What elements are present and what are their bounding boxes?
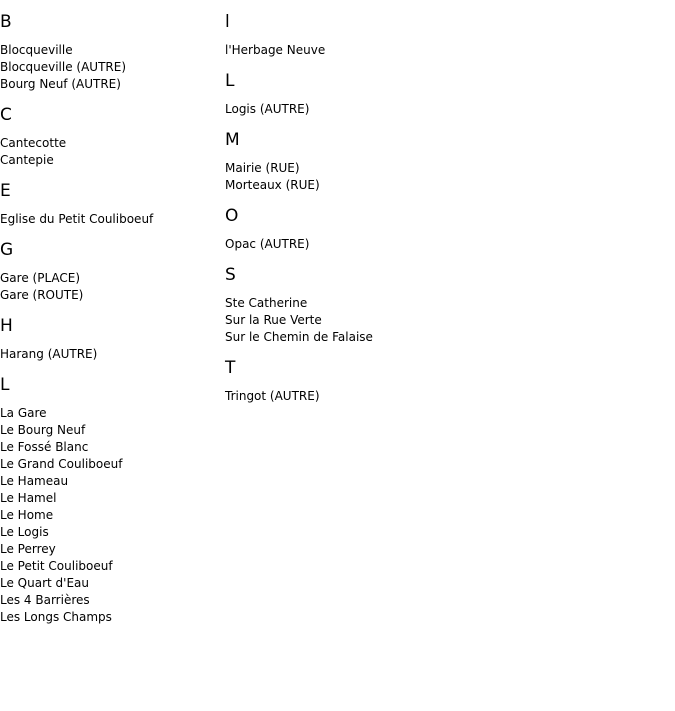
- section-letter-heading: l: [225, 12, 230, 32]
- letter-group: [225, 71, 625, 118]
- section-letter-heading: M: [225, 130, 240, 150]
- left-column: [0, 0, 220, 626]
- street-list-item: Bourg Neuf (AUTRE): [0, 77, 121, 91]
- street-list-item: Tringot (AUTRE): [225, 389, 320, 403]
- street-list-item: Le Grand Couliboeuf: [0, 457, 123, 471]
- street-list-item: Opac (AUTRE): [225, 237, 310, 251]
- letter-group: [0, 375, 220, 626]
- street-list: [225, 295, 625, 346]
- street-list-item: Le Logis: [0, 525, 49, 539]
- letter-group: [0, 12, 220, 93]
- street-list-item: La Gare: [0, 406, 47, 420]
- street-list: [0, 270, 220, 304]
- street-list: [0, 42, 220, 93]
- section-letter-heading: L: [0, 375, 10, 395]
- street-list-item: Mairie (RUE): [225, 161, 300, 175]
- section-letter-heading: L: [225, 71, 235, 91]
- street-list: [225, 236, 625, 253]
- letter-group: [225, 130, 625, 194]
- street-list: [0, 135, 220, 169]
- street-list-item: Les Longs Champs: [0, 610, 112, 624]
- street-list-item: Sur la Rue Verte: [225, 313, 322, 327]
- section-letter-heading: E: [0, 181, 11, 201]
- letter-group: [0, 105, 220, 169]
- street-list-item: Le Bourg Neuf: [0, 423, 86, 437]
- section-letter-heading: H: [0, 316, 13, 336]
- street-list: [0, 405, 220, 626]
- letter-group: [225, 265, 625, 346]
- section-letter-heading: C: [0, 105, 12, 125]
- street-list: [0, 346, 220, 363]
- street-list-item: Le Fossé Blanc: [0, 440, 89, 454]
- letter-group: [0, 181, 220, 228]
- street-list-item: Cantepie: [0, 153, 54, 167]
- street-list: [225, 101, 625, 118]
- letter-group: [225, 12, 625, 59]
- street-list-item: Les 4 Barrières: [0, 593, 90, 607]
- section-letter-heading: T: [225, 358, 236, 378]
- street-list: [225, 160, 625, 194]
- street-list-item: Ste Catherine: [225, 296, 308, 310]
- section-letter-heading: S: [225, 265, 236, 285]
- street-list-item: Blocqueville (AUTRE): [0, 60, 127, 74]
- letter-group: [0, 316, 220, 363]
- street-list: [225, 388, 625, 405]
- section-letter-heading: O: [225, 206, 239, 226]
- letter-group: [225, 358, 625, 405]
- street-list: [225, 42, 625, 59]
- street-list-item: Gare (PLACE): [0, 271, 81, 285]
- section-letter-heading: G: [0, 240, 14, 260]
- street-list-item: Cantecotte: [0, 136, 67, 150]
- street-list-item: Sur le Chemin de Falaise: [225, 330, 373, 344]
- street-list-item: Gare (ROUTE): [0, 288, 84, 302]
- street-list-item: Le Perrey: [0, 542, 56, 556]
- right-column: [225, 0, 625, 405]
- street-list-item: Le Hameau: [0, 474, 69, 488]
- street-list-item: Morteaux (RUE): [225, 178, 320, 192]
- section-letter-heading: B: [0, 12, 12, 32]
- street-list-item: Logis (AUTRE): [225, 102, 310, 116]
- letter-group: [0, 240, 220, 304]
- street-list-item: Le Home: [0, 508, 54, 522]
- street-list-item: Le Quart d'Eau: [0, 576, 89, 590]
- street-list-item: Blocqueville: [0, 43, 73, 57]
- street-list-item: Le Hamel: [0, 491, 57, 505]
- letter-group: [225, 206, 625, 253]
- street-list-item: Le Petit Couliboeuf: [0, 559, 113, 573]
- street-list-item: l'Herbage Neuve: [225, 43, 326, 57]
- street-list: [0, 211, 220, 228]
- street-list-item: Harang (AUTRE): [0, 347, 98, 361]
- street-list-item: Eglise du Petit Couliboeuf: [0, 212, 154, 226]
